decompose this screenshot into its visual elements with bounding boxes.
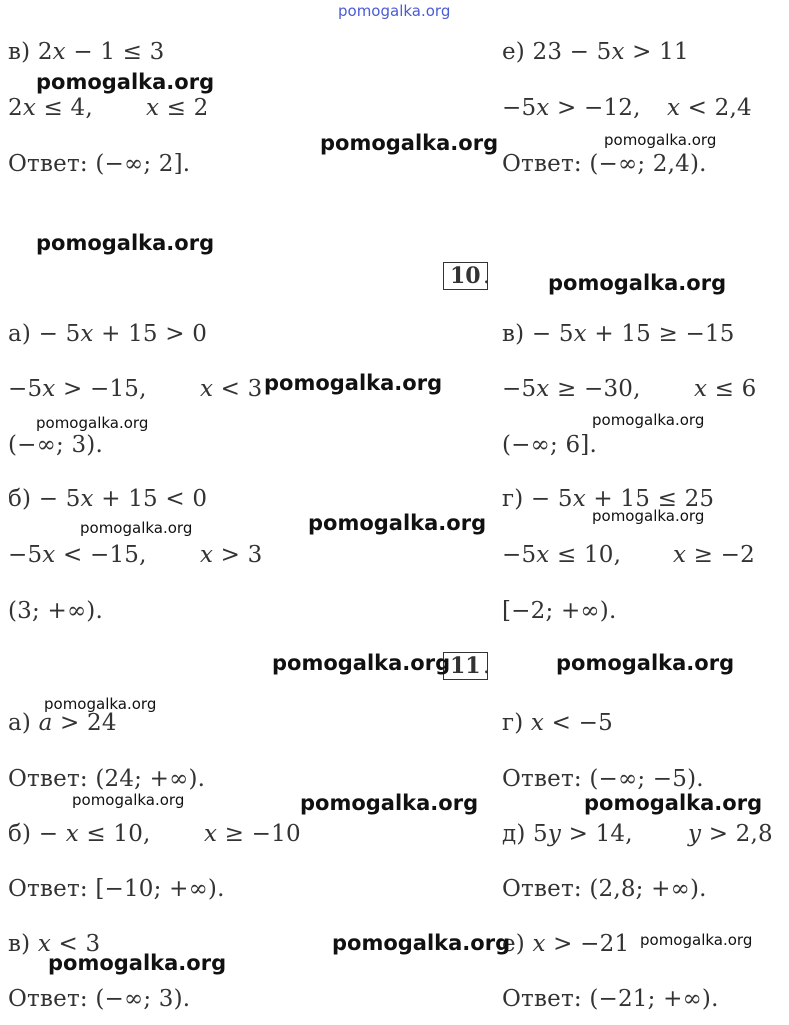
watermark: pomogalka.org xyxy=(272,651,451,675)
problem-g10-line2a: −5𝑥 ≤ 10, xyxy=(502,542,622,568)
watermark: pomogalka.org xyxy=(604,131,717,149)
problem-d11-line1a: д) 5𝑦 > 14, xyxy=(502,821,633,847)
watermark: pomogalka.org xyxy=(584,791,763,815)
problem-e-top-line2b: 𝑥 < 2,4 xyxy=(667,95,752,121)
watermark: pomogalka.org xyxy=(320,131,499,155)
problem-g11-answer: Ответ: (−∞; −5). xyxy=(502,766,704,792)
problem-v-top-line2a: 2𝑥 ≤ 4, xyxy=(8,95,93,121)
watermark: pomogalka.org xyxy=(72,791,185,809)
problem-v11-answer: Ответ: (−∞; 3). xyxy=(8,986,191,1012)
problem-b11-line1b: 𝑥 ≥ −10 xyxy=(204,821,301,847)
problem-d11-line1b: 𝑦 > 2,8 xyxy=(688,821,773,847)
watermark: pomogalka.org xyxy=(48,951,227,975)
section-11-number: 11 xyxy=(443,652,488,680)
problem-b10-line1: б) − 5𝑥 + 15 < 0 xyxy=(8,486,208,512)
problem-a10-line2a: −5𝑥 > −15, xyxy=(8,376,147,402)
problem-v10-line1: в) − 5𝑥 + 15 ≥ −15 xyxy=(502,321,735,347)
problem-d11-answer: Ответ: (2,8; +∞). xyxy=(502,876,707,902)
watermark: pomogalka.org xyxy=(592,411,705,429)
problem-g11-line1: г) 𝑥 < −5 xyxy=(502,710,613,736)
watermark: pomogalka.org xyxy=(332,931,511,955)
watermark: pomogalka.org xyxy=(592,507,705,525)
problem-g10-line1: г) − 5𝑥 + 15 ≤ 25 xyxy=(502,486,715,512)
watermark: pomogalka.org xyxy=(640,931,753,949)
problem-e11-answer: Ответ: (−21; +∞). xyxy=(502,986,719,1012)
watermark: pomogalka.org xyxy=(36,70,215,94)
problem-b10-line2a: −5𝑥 < −15, xyxy=(8,542,147,568)
problem-g10-answer: [−2; +∞). xyxy=(502,598,617,624)
problem-b11-answer: Ответ: [−10; +∞). xyxy=(8,876,225,902)
problem-a11-answer: Ответ: (24; +∞). xyxy=(8,766,206,792)
problem-v-top-line2b: 𝑥 ≤ 2 xyxy=(146,95,209,121)
section-10-number: 10 xyxy=(443,262,488,290)
watermark: pomogalka.org xyxy=(548,271,727,295)
header-watermark: pomogalka.org xyxy=(338,2,451,20)
watermark: pomogalka.org xyxy=(36,414,149,432)
watermark: pomogalka.org xyxy=(308,511,487,535)
watermark: pomogalka.org xyxy=(80,519,193,537)
problem-b10-line2b: 𝑥 > 3 xyxy=(200,542,263,568)
problem-a10-answer: (−∞; 3). xyxy=(8,432,103,458)
watermark: pomogalka.org xyxy=(300,791,479,815)
problem-e-top-line2a: −5𝑥 > −12, xyxy=(502,95,641,121)
section-10-dot: . xyxy=(483,264,490,289)
problem-g10-line2b: 𝑥 ≥ −2 xyxy=(673,542,755,568)
watermark: pomogalka.org xyxy=(44,695,157,713)
problem-b10-answer: (3; +∞). xyxy=(8,598,103,624)
section-11-dot: . xyxy=(483,654,490,679)
problem-v10-answer: (−∞; 6]. xyxy=(502,432,597,458)
watermark: pomogalka.org xyxy=(264,371,443,395)
problem-a10-line2b: 𝑥 < 3 xyxy=(200,376,263,402)
problem-v-top-answer: Ответ: (−∞; 2]. xyxy=(8,151,191,177)
problem-e11-line1: е) 𝑥 > −21 xyxy=(502,931,630,957)
problem-a11-line1: а) 𝑎 > 24 xyxy=(8,710,117,736)
problem-a10-line1: а) − 5𝑥 + 15 > 0 xyxy=(8,321,208,347)
watermark: pomogalka.org xyxy=(36,231,215,255)
problem-e-top-answer: Ответ: (−∞; 2,4). xyxy=(502,151,707,177)
problem-e-top-line1: е) 23 − 5𝑥 > 11 xyxy=(502,39,689,65)
watermark: pomogalka.org xyxy=(556,651,735,675)
problem-b11-line1a: б) − 𝑥 ≤ 10, xyxy=(8,821,151,847)
problem-v11-line1: в) 𝑥 < 3 xyxy=(8,931,101,957)
problem-v10-line2a: −5𝑥 ≥ −30, xyxy=(502,376,641,402)
problem-v-top-line1: в) 2𝑥 − 1 ≤ 3 xyxy=(8,39,165,65)
problem-v10-line2b: 𝑥 ≤ 6 xyxy=(694,376,757,402)
